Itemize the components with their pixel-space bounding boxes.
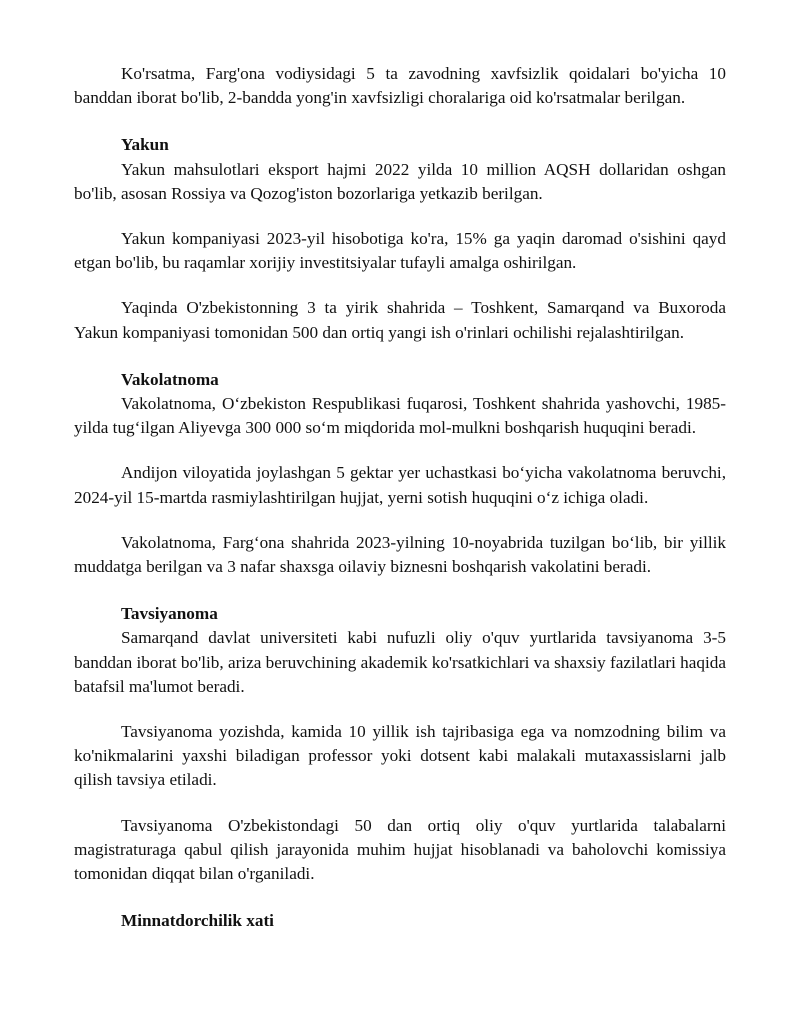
tavsiyanoma-paragraph-2: Tavsiyanoma yozishda, kamida 10 yillik ish tajribasiga ega va nomzodning bilim va ko'nikmalarini yaxshi biladigan professor yoki dotsent kabi malakali mutaxassislarni jalb qilish tavsiya etiladi. [74, 722, 726, 790]
section-heading-vakolatnoma: Vakolatnoma [121, 369, 219, 389]
tavsiyanoma-paragraph-3: Tavsiyanoma O'zbekistondagi 50 dan ortiq oliy o'quv yurtlarida talabalarni magistraturaga qabul qilish jarayonida muhim hujjat hisoblanadi va baholovchi komissiya tomonidan diqqat bilan o'rganiladi. [74, 815, 726, 884]
section-heading-tavsiyanoma: Tavsiyanoma [121, 604, 218, 624]
section-heading-minnatdorchilik: Minnatdorchilik xati [121, 911, 274, 931]
vakolatnoma-paragraph-1: Vakolatnoma, O‘zbekiston Respublikasi fuqarosi, Toshkent shahrida yashovchi, 1985-yilda tug‘ilgan Aliyevga 300 000 so‘m miqdorida mol-mulkni boshqarish huquqini beradi. [74, 394, 726, 438]
section-heading-yakun: Yakun [121, 135, 169, 155]
intro-paragraph: Ko'rsatma, Farg'ona vodiysidagi 5 ta zavodning xavfsizlik qoidalari bo'yicha 10 banddan iborat bo'lib, 2-bandda yong'in xavfsizligi choralariga oid ko'rsatmalar berilgan. [74, 64, 726, 108]
yakun-paragraph-1: Yakun mahsulotlari eksport hajmi 2022 yilda 10 million AQSH dollaridan oshgan bo'lib, asosan Rossiya va Qozog'iston bozorlariga yetkazib berilgan. [74, 159, 726, 203]
vakolatnoma-paragraph-3: Vakolatnoma, Farg‘ona shahrida 2023-yilning 10-noyabrida tuzilgan bo‘lib, bir yillik muddatga berilgan va 3 nafar shaxsga oilaviy biznesni boshqarish vakolatini beradi. [74, 532, 726, 577]
tavsiyanoma-paragraph-1: Samarqand davlat universiteti kabi nufuzli oliy o'quv yurtlarida tavsiyanoma 3-5 banddan iborat bo'lib, ariza beruvchining akademik ko'rsatkichlari va shaxsiy fazilatlari haqida batafsil ma'lumot beradi. [74, 628, 726, 696]
yakun-paragraph-2: Yakun kompaniyasi 2023-yil hisobotiga ko'ra, 15% ga yaqin daromad o'sishini qayd etgan bo'lib, bu raqamlar xorijiy investitsiyalar tufayli amalga oshirilgan. [74, 229, 726, 273]
yakun-paragraph-3: Yaqinda O'zbekistonning 3 ta yirik shahrida – Toshkent, Samarqand va Buxoroda Yakun kompaniyasi tomonidan 500 dan ortiq yangi ish o'rinlari ochilishi rejalashtirilgan. [74, 298, 726, 342]
document-page [74, 62, 726, 933]
vakolatnoma-paragraph-2: Andijon viloyatida joylashgan 5 gektar yer uchastkasi bo‘yicha vakolatnoma beruvchi, 2024-yil 15-martda rasmiylashtirilgan hujjat, yerni sotish huquqini o‘z ichiga oladi. [74, 463, 726, 507]
